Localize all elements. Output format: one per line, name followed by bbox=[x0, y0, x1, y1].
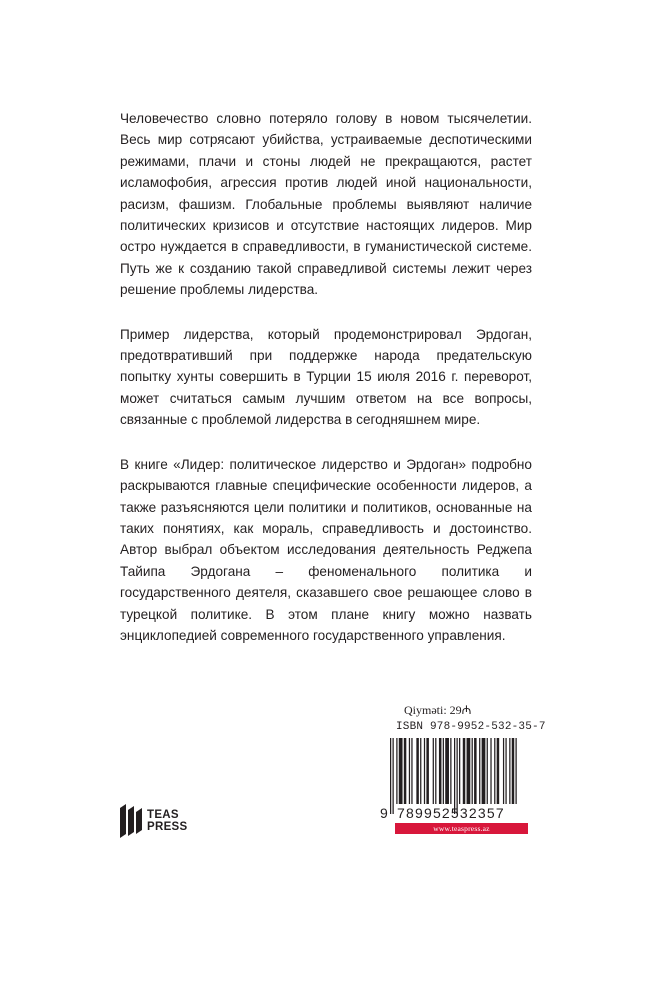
barcode-bar bbox=[515, 738, 516, 804]
barcode-bar bbox=[463, 738, 466, 804]
website-banner bbox=[395, 823, 528, 834]
publisher-name-line2: PRESS bbox=[147, 821, 188, 833]
paragraph-2: Пример лидерства, который продемонстрировал Эрдоган, предотвративший при поддержке народа предательскую попытку хунты совершить в Турции 15 июля 2016 г. переворот, может считаться самым лучшим ответом на все вопросы, связанные с проблемой лидерства в сегодняшнем мире. bbox=[120, 326, 532, 428]
barcode-bar bbox=[420, 738, 421, 804]
barcode-bar bbox=[494, 738, 495, 804]
barcode-bar bbox=[433, 738, 434, 804]
back-cover-text bbox=[120, 108, 532, 669]
barcode-bar bbox=[424, 738, 425, 804]
barcode-bar bbox=[509, 738, 510, 804]
barcode-bar bbox=[482, 738, 486, 804]
price-label: Qiymәti: 29₼ bbox=[404, 703, 472, 717]
barcode-bar bbox=[409, 738, 410, 804]
barcode-lead-digit: 9 bbox=[380, 805, 389, 821]
barcode-bar bbox=[474, 738, 477, 804]
barcode-bar bbox=[457, 738, 458, 814]
barcode-bar bbox=[503, 738, 504, 804]
barcode-bar bbox=[490, 738, 491, 804]
barcode-bar bbox=[497, 738, 500, 804]
barcode-bar bbox=[459, 738, 460, 804]
barcode-bar bbox=[443, 738, 444, 804]
barcode-number: 789952532357 bbox=[397, 805, 505, 821]
barcode-digits bbox=[380, 805, 524, 821]
publisher-name bbox=[147, 809, 188, 833]
barcode-bar bbox=[450, 738, 451, 804]
barcode-bar bbox=[393, 738, 394, 814]
barcode-bar bbox=[435, 738, 436, 804]
barcode-bar bbox=[479, 738, 480, 804]
barcode-bar bbox=[426, 738, 429, 804]
barcode-bar bbox=[416, 738, 419, 804]
barcode-bar bbox=[512, 738, 515, 804]
barcode-bar bbox=[467, 738, 471, 804]
barcode-bar bbox=[390, 738, 391, 814]
barcode-bar bbox=[487, 738, 488, 804]
publisher-logo bbox=[120, 804, 188, 838]
barcode-bar bbox=[505, 738, 506, 804]
paragraph-1: Человечество словно потеряло голову в новом тысячелетии. Весь мир сотрясают убийства, устраиваемые деспотическими режимами, плачи и стоны людей не прекращаются, растет исламофобия, агрессия против людей иной национальности, расизм, фашизм. Глобальные проблемы выявляют наличие политических кризисов и отсутствие настоящих лидеров. Мир остро нуждается в справедливости, в гуманистической системе. Путь же к созданию такой справедливой системы лежит через решение проблемы лидерства. bbox=[120, 111, 532, 298]
barcode-bar bbox=[454, 738, 455, 814]
publisher-name-line1: TEAS bbox=[147, 809, 179, 821]
isbn-number: ISBN 978-9952-532-35-7 bbox=[396, 721, 546, 733]
paragraph-3: В книге «Лидер: политическое лидерство и Эрдоган» подробно раскрываются главные специфические особенности лидеров, а также разъясняются цели политики и политиков, основанные на таких понятиях, как мораль, справедливость и достоинство. Автор выбрал объектом исследования деятельность Реджепа Тайипа Эрдогана – феноменального политика и государственного деятеля, сказавшего свое решающее слово в турецкой политике. В этом плане книгу можно назвать энциклопедией современного государственного управления. bbox=[120, 456, 532, 643]
website-url: www.teaspress.az bbox=[433, 824, 490, 833]
barcode-bar bbox=[396, 738, 397, 804]
barcode-bar bbox=[445, 738, 449, 804]
barcode-bar bbox=[472, 738, 473, 804]
barcode-bar bbox=[404, 738, 407, 804]
barcode-bar bbox=[411, 738, 412, 804]
barcode-bar bbox=[399, 738, 403, 804]
barcode-bar bbox=[439, 738, 442, 804]
teas-press-logo-icon bbox=[120, 804, 142, 838]
